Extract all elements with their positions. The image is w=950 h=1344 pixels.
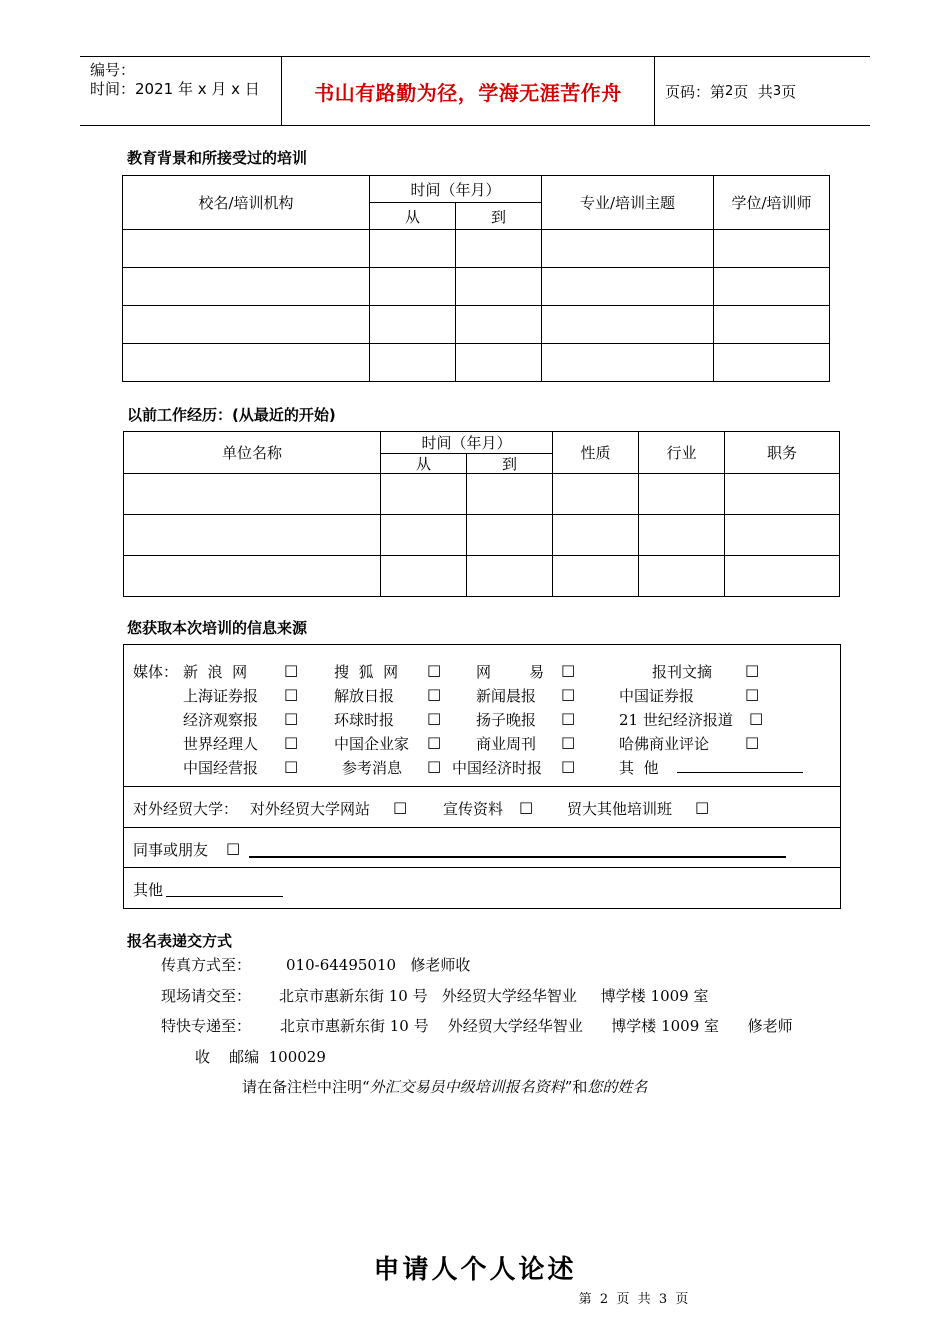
media-option-label: 中国经济时报 [452, 759, 543, 777]
media-option-label: 上海证券报 [183, 687, 259, 705]
media-option-label: 中国经营报 [183, 759, 259, 777]
page-number: 2 [725, 83, 734, 99]
friend-checkbox[interactable]: □ [226, 839, 241, 857]
cell[interactable] [381, 474, 467, 515]
education-title: 教育背景和所接受过的培训 [127, 149, 308, 167]
cell[interactable] [456, 344, 542, 382]
cell[interactable] [714, 268, 830, 306]
media-option-label: 中国证券报 [619, 687, 695, 705]
cell[interactable] [123, 268, 370, 306]
onsite-label: 现场请交至： [161, 987, 252, 1005]
media-option-checkbox[interactable]: □ [427, 709, 442, 727]
cell[interactable] [456, 268, 542, 306]
cell[interactable] [123, 230, 370, 268]
header-meta [90, 61, 260, 99]
fax-value: 010-64495010 修老师收 [286, 956, 471, 974]
cell[interactable] [467, 556, 553, 597]
source-title: 您获取本次培训的信息来源 [127, 619, 308, 637]
table-row [123, 230, 830, 268]
express-value: 北京市惠新东街 10 号 外经贸大学经华智业 博学楼 1009 室 修老师 [280, 1017, 793, 1035]
header-divider [281, 57, 282, 125]
media-option-checkbox[interactable]: □ [745, 685, 760, 703]
work-table [123, 431, 840, 597]
col-from: 从 [370, 203, 456, 230]
media-option-checkbox[interactable]: □ [561, 757, 576, 775]
statement-heading: 申请人个人论述 [373, 1255, 577, 1285]
col-school: 校名/培训机构 [123, 176, 370, 230]
media-option-checkbox[interactable]: □ [284, 757, 299, 775]
header-divider [654, 57, 655, 125]
fax-label: 传真方式至： [161, 956, 252, 974]
cell[interactable] [370, 306, 456, 344]
cell[interactable] [542, 306, 714, 344]
media-option-label: 中国企业家 [334, 735, 410, 753]
note-italic-1: 外汇交易员中级培训报名资料 [369, 1078, 565, 1096]
cell[interactable] [542, 230, 714, 268]
uibe-promo-checkbox[interactable]: □ [519, 798, 534, 816]
page-header [80, 56, 870, 126]
cell[interactable] [467, 515, 553, 556]
media-option-checkbox[interactable]: □ [427, 661, 442, 679]
media-option-checkbox[interactable]: □ [284, 685, 299, 703]
media-option-checkbox[interactable]: □ [745, 733, 760, 751]
cell[interactable] [639, 474, 725, 515]
cell[interactable] [542, 344, 714, 382]
submit-title: 报名表递交方式 [127, 932, 233, 950]
other-media-line[interactable] [677, 772, 803, 773]
media-option-label: 商业周刊 [476, 735, 537, 753]
page-total: 3 [772, 83, 782, 99]
media-option-label: 报刊文摘 [652, 663, 713, 681]
col-to: 到 [467, 454, 553, 474]
note-pre: 请在备注栏中注明“ [242, 1078, 370, 1096]
header-page [665, 57, 796, 125]
media-option-checkbox[interactable]: □ [427, 733, 442, 751]
cell[interactable] [714, 230, 830, 268]
cell[interactable] [124, 556, 381, 597]
col-position: 职务 [725, 432, 840, 474]
col-from: 从 [381, 454, 467, 474]
header-motto: 书山有路勤为径，学海无涯苦作舟 [314, 80, 622, 105]
col-industry: 行业 [639, 432, 725, 474]
cell[interactable] [553, 515, 639, 556]
page-label: 页码：第 [665, 82, 726, 101]
col-major: 专业/培训主题 [542, 176, 714, 230]
friend-line[interactable] [249, 856, 786, 858]
row-divider [124, 827, 840, 828]
cell[interactable] [725, 556, 840, 597]
cell[interactable] [123, 344, 370, 382]
uibe-other-checkbox[interactable]: □ [695, 798, 710, 816]
express-label: 特快专递至： [161, 1017, 252, 1035]
note-italic-2: 您的姓名 [587, 1078, 648, 1096]
other-line[interactable] [166, 896, 283, 897]
cell[interactable] [542, 268, 714, 306]
media-option-label: 其 他 [619, 759, 659, 777]
cell[interactable] [714, 344, 830, 382]
media-option-checkbox[interactable]: □ [561, 709, 576, 727]
page-end: 页 [781, 82, 797, 101]
uibe-other-label: 贸大其他培训班 [567, 800, 673, 818]
cell[interactable] [639, 515, 725, 556]
table-row [123, 344, 830, 382]
uibe-site-checkbox[interactable]: □ [393, 798, 408, 816]
submit-note [242, 1076, 647, 1097]
uibe-label: 对外经贸大学： [133, 800, 239, 818]
cell[interactable] [123, 306, 370, 344]
uibe-site-label: 对外经贸大学网站 [250, 800, 371, 818]
cell[interactable] [370, 230, 456, 268]
media-option-checkbox[interactable]: □ [427, 685, 442, 703]
col-time: 时间（年月） [370, 176, 542, 203]
media-option-label: 哈佛商业评论 [619, 735, 710, 753]
media-option-label: 新 浪 网 [183, 663, 248, 681]
uibe-promo-label: 宣传资料 [443, 800, 504, 818]
education-table [122, 175, 830, 382]
onsite-value: 北京市惠新东街 10 号 外经贸大学经华智业 博学楼 1009 室 [279, 987, 709, 1005]
cell[interactable] [553, 556, 639, 597]
cell[interactable] [725, 474, 840, 515]
cell[interactable] [714, 306, 830, 344]
media-option-checkbox[interactable]: □ [284, 733, 299, 751]
page-footer: 第 2 页 共 3 页 [578, 1292, 689, 1307]
media-option-checkbox[interactable]: □ [284, 709, 299, 727]
media-option-checkbox[interactable]: □ [561, 685, 576, 703]
page-mid: 页 共 [733, 82, 773, 101]
media-option-checkbox[interactable]: □ [745, 661, 760, 679]
media-label: 媒体： [133, 663, 179, 681]
media-option-label: 新闻晨报 [476, 687, 537, 705]
table-row [123, 306, 830, 344]
cell[interactable] [456, 230, 542, 268]
cell[interactable] [456, 306, 542, 344]
media-option-label: 21 世纪经济报道 [619, 711, 733, 729]
other-label: 其他 [133, 881, 164, 899]
table-row [123, 268, 830, 306]
col-to: 到 [456, 203, 542, 230]
media-option-label: 搜 狐 网 [334, 663, 399, 681]
cell[interactable] [370, 268, 456, 306]
media-option-label: 网 易 [476, 663, 545, 681]
col-nature: 性质 [553, 432, 639, 474]
cell[interactable] [124, 474, 381, 515]
table-row [124, 515, 840, 556]
cell[interactable] [553, 474, 639, 515]
row-divider [124, 867, 840, 868]
cell[interactable] [467, 474, 553, 515]
media-option-checkbox[interactable]: □ [427, 757, 442, 775]
work-title: 以前工作经历：(从最近的开始) [127, 406, 336, 424]
header-number: 编号： [90, 61, 136, 79]
cell[interactable] [381, 515, 467, 556]
cell[interactable] [370, 344, 456, 382]
note-mid: ”和 [564, 1078, 588, 1096]
media-option-checkbox[interactable]: □ [561, 733, 576, 751]
media-option-checkbox[interactable]: □ [561, 661, 576, 679]
col-degree: 学位/培训师 [714, 176, 830, 230]
table-row [124, 474, 840, 515]
media-option-label: 经济观察报 [183, 711, 259, 729]
media-option-checkbox[interactable]: □ [749, 709, 764, 727]
row-divider [124, 786, 840, 787]
cell[interactable] [124, 515, 381, 556]
media-option-label: 扬子晚报 [476, 711, 537, 729]
col-unit: 单位名称 [124, 432, 381, 474]
friend-label: 同事或朋友 [133, 841, 209, 859]
cell[interactable] [639, 556, 725, 597]
media-option-label: 解放日报 [334, 687, 395, 705]
media-option-label: 世界经理人 [183, 735, 259, 753]
express-value-cont: 收 邮编 100029 [195, 1048, 326, 1066]
header-date: 时间：2021 年 x 月 x 日 [90, 80, 260, 98]
media-option-checkbox[interactable]: □ [284, 661, 299, 679]
col-time: 时间（年月） [381, 432, 553, 454]
table-row [124, 556, 840, 597]
cell[interactable] [381, 556, 467, 597]
cell[interactable] [725, 515, 840, 556]
media-option-label: 参考消息 [342, 759, 403, 777]
media-option-label: 环球时报 [334, 711, 395, 729]
